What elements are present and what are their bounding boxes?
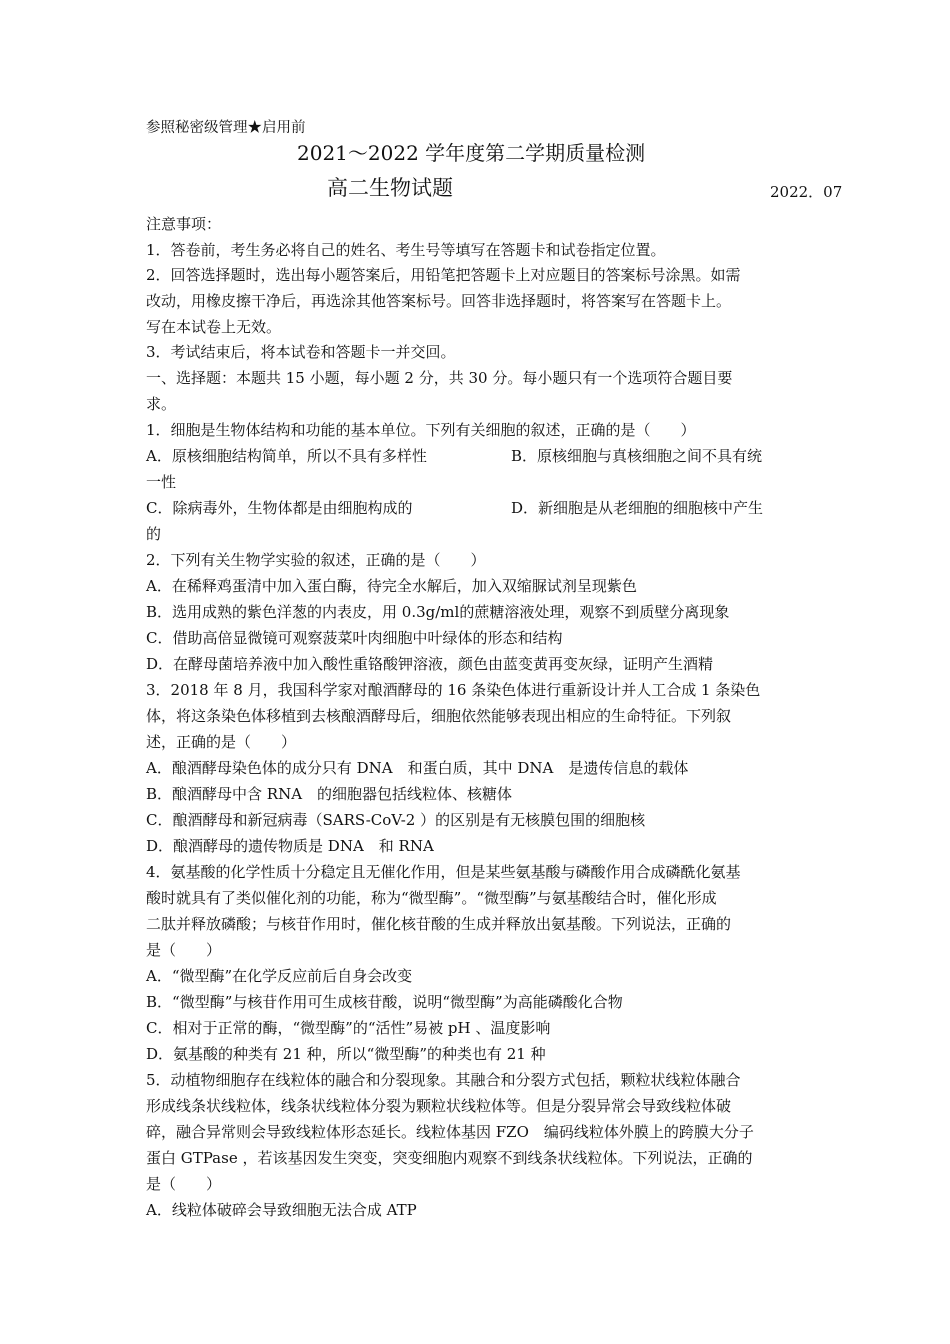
question-3-option-a: A．酿酒酵母染色体的成分只有 DNA 和蛋白质，其中 DNA 是遗传信息的载体: [146, 759, 689, 777]
question-2-option-c: C．借助高倍显微镜可观察菠菜叶肉细胞中叶绿体的形态和结构: [146, 629, 563, 647]
question-5-stem-line-2: 形成线条状线粒体，线条状线粒体分裂为颗粒状线粒体等。但是分裂异常会导致线粒体破: [146, 1097, 732, 1115]
exam-subtitle: 高二生物试题: [327, 176, 453, 200]
question-4-stem-line-4: 是（ ）: [146, 941, 222, 959]
question-4-option-b: B．“微型酶”与核苷作用可生成核苷酸，说明“微型酶”为高能磷酸化合物: [146, 993, 623, 1011]
question-5-stem-line-5: 是（ ）: [146, 1175, 222, 1193]
question-4-option-d: D．氨基酸的种类有 21 种，所以“微型酶”的种类也有 21 种: [146, 1045, 546, 1063]
question-1-option-b-continued: 一性: [146, 473, 177, 491]
question-4-stem-line-2: 酸时就具有了类似催化剂的功能，称为“微型酶”。“微型酶”与氨基酸结合时，催化形成: [146, 889, 717, 907]
question-1-option-a: A．原核细胞结构简单，所以不具有多样性: [146, 447, 427, 465]
question-4-stem-line-1: 4．氨基酸的化学性质十分稳定且无催化作用，但是某些氨基酸与磷酸作用合成磷酰化氨基: [146, 863, 741, 881]
question-3-option-d: D．酿酒酵母的遗传物质是 DNA 和 RNA: [146, 837, 434, 855]
question-3-option-b: B．酿酒酵母中含 RNA 的细胞器包括线粒体、核糖体: [146, 785, 513, 803]
question-5-stem-line-4: 蛋白 GTPase ，若该基因发生突变，突变细胞内观察不到线条状线粒体。下列说法，正确的: [146, 1149, 753, 1167]
section-heading-line-1: 一、选择题：本题共 15 小题，每小题 2 分，共 30 分。每小题只有一个选项符合题目要: [146, 369, 733, 387]
question-5-stem-line-3: 碎，融合异常则会导致线粒体形态延长。线粒体基因 FZO 编码线粒体外膜上的跨膜大分子: [146, 1123, 754, 1141]
question-2-option-b: B．选用成熟的紫色洋葱的内表皮，用 0.3g/ml的蔗糖溶液处理，观察不到质壁分离现象: [146, 603, 730, 621]
question-4-option-c: C．相对于正常的酶，“微型酶”的“活性”易被 pH 、温度影响: [146, 1019, 551, 1037]
question-4-stem-line-3: 二肽并释放磷酸；与核苷作用时，催化核苷酸的生成并释放出氨基酸。下列说法，正确的: [146, 915, 732, 933]
note-1: 1．答卷前，考生务必将自己的姓名、考生号等填写在答题卡和试卷指定位置。: [146, 241, 666, 259]
question-1-option-d: D．新细胞是从老细胞的细胞核中产生: [511, 499, 764, 517]
exam-date: 2022．07: [770, 183, 843, 201]
question-1-option-b: B．原核细胞与真核细胞之间不具有统: [511, 447, 763, 465]
notes-heading: 注意事项：: [146, 215, 222, 233]
question-3-stem-line-3: 述，正确的是（ ）: [146, 733, 297, 751]
note-2-line-3: 写在本试卷上无效。: [146, 318, 282, 336]
question-1-stem: 1．细胞是生物体结构和功能的基本单位。下列有关细胞的叙述，正确的是（ ）: [146, 421, 696, 439]
question-3-stem-line-2: 体，将这条染色体移植到去核酿酒酵母后，细胞依然能够表现出相应的生命特征。下列叙: [146, 707, 732, 725]
note-2-line-1: 2．回答选择题时，选出每小题答案后，用铅笔把答题卡上对应题目的答案标号涂黑。如需: [146, 266, 741, 284]
question-1-option-c: C．除病毒外，生物体都是由细胞构成的: [146, 499, 413, 517]
secret-level-label: 参照秘密级管理★启用前: [146, 120, 306, 136]
question-2-option-a: A．在稀释鸡蛋清中加入蛋白酶，待完全水解后，加入双缩脲试剂呈现紫色: [146, 577, 637, 595]
exam-title: 2021～2022 学年度第二学期质量检测: [297, 141, 646, 165]
question-2-option-d: D．在酵母菌培养液中加入酸性重铬酸钾溶液，颜色由蓝变黄再变灰绿，证明产生酒精: [146, 655, 714, 673]
question-4-option-a: A．“微型酶”在化学反应前后自身会改变: [146, 967, 413, 985]
question-5-option-a: A．线粒体破碎会导致细胞无法合成 ATP: [146, 1201, 417, 1219]
section-heading-line-2: 求。: [146, 395, 177, 413]
note-2-line-2: 改动，用橡皮擦干净后，再选涂其他答案标号。回答非选择题时，将答案写在答题卡上。: [146, 292, 732, 310]
note-3: 3．考试结束后，将本试卷和答题卡一并交回。: [146, 343, 456, 361]
question-2-stem: 2．下列有关生物学实验的叙述，正确的是（ ）: [146, 551, 486, 569]
question-1-option-d-continued: 的: [146, 525, 162, 543]
question-5-stem-line-1: 5．动植物细胞存在线粒体的融合和分裂现象。其融合和分裂方式包括，颗粒状线粒体融合: [146, 1071, 741, 1089]
question-3-stem-line-1: 3．2018 年 8 月，我国科学家对酿酒酵母的 16 条染色体进行重新设计并人工合成 1 条染色: [146, 681, 761, 699]
question-3-option-c: C．酿酒酵母和新冠病毒（SARS-CoV-2 ）的区别是有无核膜包围的细胞核: [146, 811, 646, 829]
